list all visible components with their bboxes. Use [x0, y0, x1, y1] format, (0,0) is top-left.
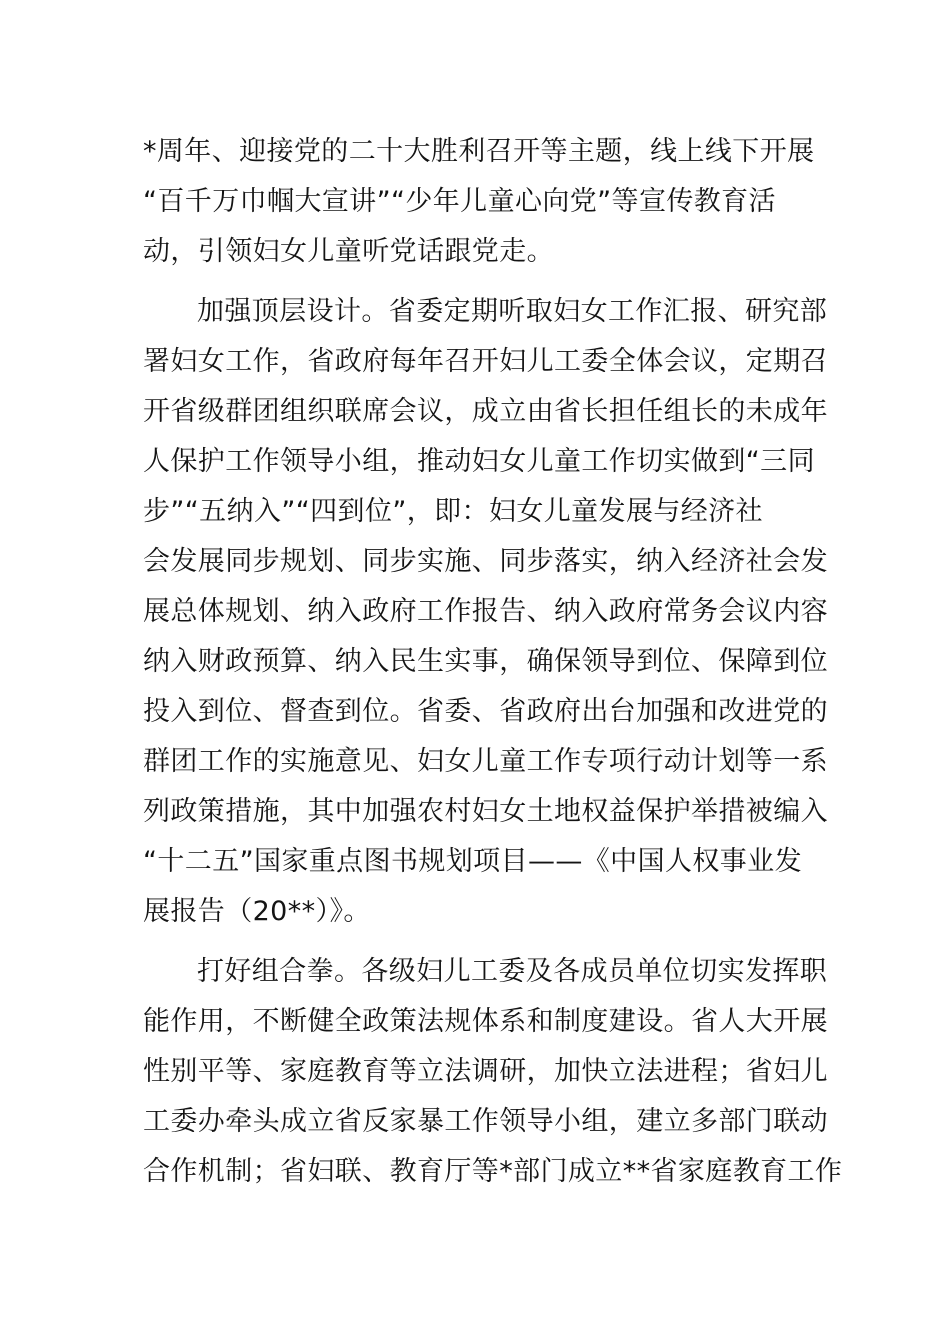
text-line: 列政策措施，其中加强农村妇女土地权益保护举措被编入: [143, 796, 828, 827]
text-line: 能作用，不断健全政策法规体系和制度建设。省人大开展: [143, 1006, 828, 1037]
text-line: 纳入财政预算、纳入民生实事，确保领导到位、保障到位: [143, 646, 828, 677]
text-line: 动，引领妇女儿童听党话跟党走。: [143, 236, 554, 267]
text-line: 开省级群团组织联席会议，成立由省长担任组长的未成年: [143, 396, 828, 427]
text-line: 性别平等、家庭教育等立法调研，加快立法进程；省妇儿: [143, 1056, 828, 1087]
paragraph-1: [143, 127, 815, 277]
text-line: 工委办牵头成立省反家暴工作领导小组，建立多部门联动: [143, 1106, 828, 1137]
text-line: 展报告（20**）》。: [143, 896, 371, 927]
text-line: 人保护工作领导小组，推动妇女儿童工作切实做到“三同: [143, 446, 815, 477]
text-line: 会发展同步规划、同步实施、同步落实，纳入经济社会发: [143, 546, 828, 577]
text-line: 合作机制；省妇联、教育厅等*部门成立**省家庭教育工作: [143, 1156, 843, 1187]
text-line: *周年、迎接党的二十大胜利召开等主题，线上线下开展: [143, 136, 815, 167]
text-line: “十二五”国家重点图书规划项目——《中国人权事业发: [143, 846, 802, 877]
text-line: 群团工作的实施意见、妇女儿童工作专项行动计划等一系: [143, 746, 828, 777]
paragraph-2: [143, 287, 828, 937]
text-line: 加强顶层设计。省委定期听取妇女工作汇报、研究部: [197, 296, 828, 327]
text-line: 打好组合拳。各级妇儿工委及各成员单位切实发挥职: [197, 956, 828, 987]
text-line: 署妇女工作，省政府每年召开妇儿工委全体会议，定期召: [143, 346, 828, 377]
paragraph-3: [143, 947, 843, 1197]
text-line: 投入到位、督查到位。省委、省政府出台加强和改进党的: [143, 696, 828, 727]
text-line: 步”“五纳入”“四到位”，即：妇女儿童发展与经济社: [143, 496, 763, 527]
text-line: “百千万巾帼大宣讲”“少年儿童心向党”等宣传教育活: [143, 186, 776, 217]
text-line: 展总体规划、纳入政府工作报告、纳入政府常务会议内容: [143, 596, 828, 627]
